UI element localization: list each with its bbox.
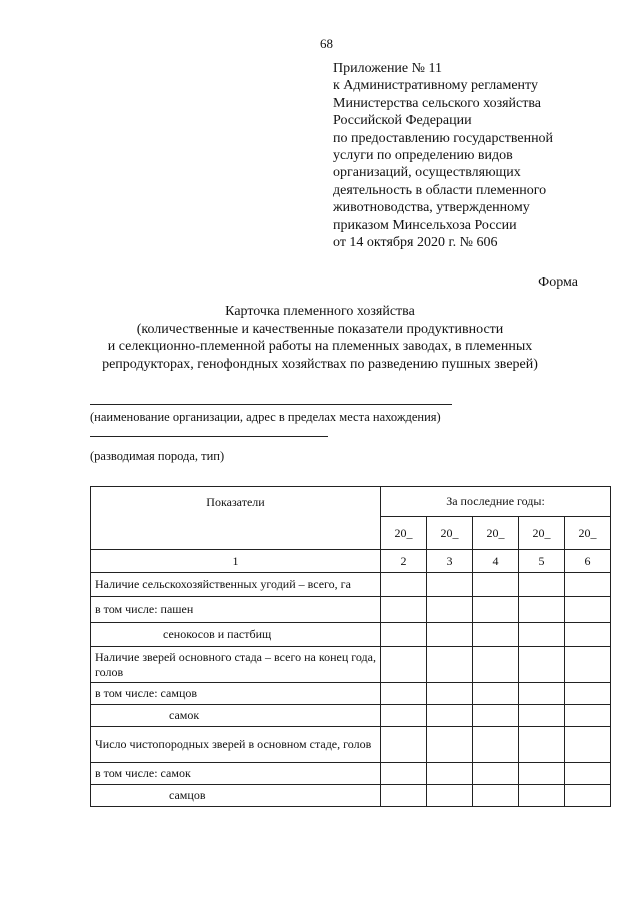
page-number: 68 <box>320 36 333 51</box>
appendix-line: от 14 октября 2020 г. № 606 <box>333 235 498 251</box>
table-row <box>91 727 611 763</box>
value-cell <box>427 763 473 785</box>
table-row <box>91 623 611 647</box>
table-row <box>91 705 611 727</box>
organization-blank-line <box>90 404 452 405</box>
year-cell: 20_ <box>381 517 427 550</box>
table-row <box>91 647 611 683</box>
column-number: 6 <box>565 550 611 573</box>
value-cell <box>473 683 519 705</box>
value-cell <box>427 683 473 705</box>
value-cell <box>381 727 427 763</box>
breed-caption: (разводимая порода, тип) <box>90 449 225 463</box>
appendix-line: Приложение № 11 <box>333 61 442 76</box>
value-cell <box>381 763 427 785</box>
appendix-block <box>333 60 623 251</box>
value-cell <box>565 597 611 623</box>
indicator-label: в том числе: самок <box>91 763 381 785</box>
title-line: и селекционно-племенной работы на племенных заводах, в племенных <box>107 339 533 354</box>
column-numbers-row <box>91 550 611 573</box>
value-cell <box>427 573 473 597</box>
header-years: За последние годы: <box>381 487 611 517</box>
column-number: 5 <box>519 550 565 573</box>
organization-caption: (наименование организации, адрес в пределах места нахождения) <box>90 410 441 424</box>
indicator-label: Наличие зверей основного стада – всего на конец года, голов <box>91 647 381 683</box>
table-row <box>91 785 611 807</box>
year-cell: 20_ <box>473 517 519 550</box>
value-cell <box>473 727 519 763</box>
appendix-line: по предоставлению государственной <box>333 130 554 146</box>
year-cell: 20_ <box>427 517 473 550</box>
header-indicators: Показатели <box>91 487 381 550</box>
appendix-line: животноводства, утвержденному <box>333 200 530 216</box>
column-number: 3 <box>427 550 473 573</box>
value-cell <box>381 623 427 647</box>
value-cell <box>427 647 473 683</box>
value-cell <box>519 573 565 597</box>
value-cell <box>473 785 519 807</box>
indicators-table <box>90 486 611 807</box>
year-cell: 20_ <box>519 517 565 550</box>
value-cell <box>519 597 565 623</box>
column-number: 2 <box>381 550 427 573</box>
table-row <box>91 683 611 705</box>
indicator-label: в том числе: самцов <box>91 683 381 705</box>
appendix-line: к Административному регламенту <box>333 78 538 94</box>
column-number: 4 <box>473 550 519 573</box>
value-cell <box>381 785 427 807</box>
table-row <box>91 573 611 597</box>
value-cell <box>565 573 611 597</box>
indicator-label: в том числе: пашен <box>91 597 381 623</box>
indicator-label: Число чистопородных зверей в основном стаде, голов <box>91 727 381 763</box>
column-number: 1 <box>91 550 381 573</box>
value-cell <box>427 785 473 807</box>
value-cell <box>565 763 611 785</box>
value-cell <box>519 763 565 785</box>
indicator-label: сенокосов и пастбищ <box>91 623 381 647</box>
appendix-line: деятельность в области племенного <box>333 182 547 198</box>
value-cell <box>473 623 519 647</box>
title-line: (количественные и качественные показатели продуктивности <box>136 321 504 337</box>
value-cell <box>381 573 427 597</box>
appendix-line: Российской Федерации <box>333 113 472 129</box>
value-cell <box>519 705 565 727</box>
value-cell <box>565 647 611 683</box>
value-cell <box>427 623 473 647</box>
value-cell <box>427 597 473 623</box>
value-cell <box>381 683 427 705</box>
value-cell <box>473 597 519 623</box>
value-cell <box>519 727 565 763</box>
form-label: Форма <box>538 275 578 290</box>
indicator-label: самок <box>91 705 381 727</box>
year-cell: 20_ <box>565 517 611 550</box>
value-cell <box>427 705 473 727</box>
title-line: Карточка племенного хозяйства <box>225 304 415 319</box>
title-line: репродукторах, генофондных хозяйствах по разведению пушных зверей) <box>102 356 538 372</box>
value-cell <box>519 785 565 807</box>
table-row <box>91 763 611 785</box>
value-cell <box>473 705 519 727</box>
value-cell <box>381 705 427 727</box>
value-cell <box>565 727 611 763</box>
value-cell <box>427 727 473 763</box>
appendix-line: услуги по определению видов <box>333 148 513 164</box>
appendix-line: приказом Минсельхоза России <box>333 217 517 233</box>
indicator-label: Наличие сельскохозяйственных угодий – всего, га <box>91 573 381 597</box>
value-cell <box>519 623 565 647</box>
value-cell <box>473 763 519 785</box>
appendix-line: организаций, осуществляющих <box>333 165 521 181</box>
value-cell <box>565 785 611 807</box>
value-cell <box>381 597 427 623</box>
value-cell <box>565 705 611 727</box>
document-title <box>40 303 600 373</box>
value-cell <box>565 623 611 647</box>
value-cell <box>381 647 427 683</box>
appendix-line: Министерства сельского хозяйства <box>333 95 542 111</box>
value-cell <box>565 683 611 705</box>
indicator-label: самцов <box>91 785 381 807</box>
value-cell <box>473 647 519 683</box>
value-cell <box>519 683 565 705</box>
value-cell <box>519 647 565 683</box>
table-header-row <box>91 487 611 517</box>
breed-blank-line <box>90 436 328 437</box>
table-row <box>91 597 611 623</box>
value-cell <box>473 573 519 597</box>
